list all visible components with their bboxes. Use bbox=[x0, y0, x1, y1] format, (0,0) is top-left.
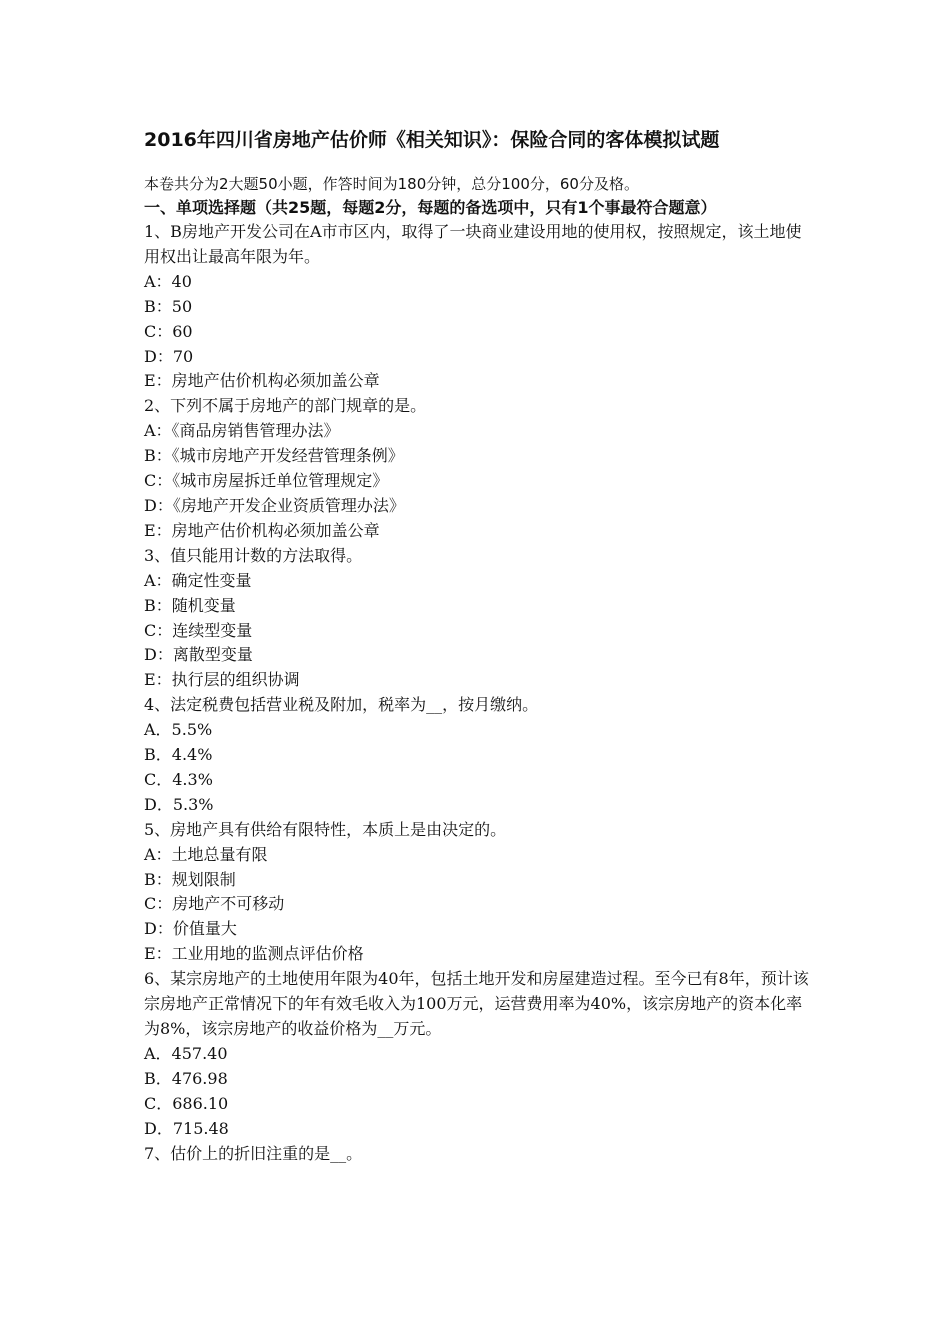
answer-option: C．686.10 bbox=[144, 1093, 229, 1113]
answer-option: D：价值量大 bbox=[144, 919, 237, 939]
question-text: 4、法定税费包括营业税及附加，税率为__，按月缴纳。 bbox=[144, 695, 539, 715]
document-body bbox=[144, 126, 814, 1166]
page-title: 2016年四川省房地产估价师《相关知识》：保险合同的客体模拟试题 bbox=[144, 129, 720, 151]
answer-option: C：连续型变量 bbox=[144, 620, 253, 640]
answer-option: A：确定性变量 bbox=[144, 570, 252, 590]
answer-option: C．4.3% bbox=[144, 769, 213, 789]
answer-option: C：60 bbox=[144, 321, 193, 341]
question-text: 5、房地产具有供给有限特性，本质上是由决定的。 bbox=[144, 819, 507, 839]
answer-option: B．476.98 bbox=[144, 1068, 228, 1088]
question-list bbox=[144, 220, 814, 1166]
question-text: 3、值只能用计数的方法取得。 bbox=[144, 545, 363, 565]
answer-option: D．715.48 bbox=[144, 1118, 229, 1138]
answer-option: A：《商品房销售管理办法》 bbox=[144, 421, 340, 441]
answer-option: A．457.40 bbox=[144, 1043, 228, 1063]
question-item bbox=[144, 220, 814, 394]
answer-option: E：工业用地的监测点评估价格 bbox=[144, 944, 364, 964]
question-item bbox=[144, 818, 814, 967]
section-heading: 一、单项选择题（共25题，每题2分，每题的备选项中，只有1个事最符合题意） bbox=[144, 198, 717, 217]
answer-option: C：房地产不可移动 bbox=[144, 894, 285, 914]
answer-option: A．5.5% bbox=[144, 720, 213, 740]
question-item bbox=[144, 1142, 814, 1167]
answer-option: A：40 bbox=[144, 271, 192, 291]
answer-option: B．4.4% bbox=[144, 745, 213, 765]
answer-option: B：规划限制 bbox=[144, 869, 236, 889]
question-text: 6、某宗房地产的土地使用年限为40年，包括土地开发和房屋建造过程。至今已有8年，预计该宗房地产正常情况下的年有效毛收入为100万元，运营费用率为40%，该宗房地产的资本化率为8%，该宗房地产的收益价格为__万元。 bbox=[144, 969, 809, 1038]
answer-option: D：《房地产开发企业资质管理办法》 bbox=[144, 495, 405, 515]
answer-option: D．5.3% bbox=[144, 794, 214, 814]
answer-option: E：房地产估价机构必须加盖公章 bbox=[144, 371, 380, 391]
question-text: 1、B房地产开发公司在A市市区内，取得了一块商业建设用地的使用权，按照规定，该土地使用权出让最高年限为年。 bbox=[144, 222, 802, 266]
answer-option: E：房地产估价机构必须加盖公章 bbox=[144, 520, 380, 540]
answer-option: B：《城市房地产开发经营管理条例》 bbox=[144, 446, 404, 466]
answer-option: E：执行层的组织协调 bbox=[144, 670, 300, 690]
answer-option: B：50 bbox=[144, 296, 193, 316]
answer-option: B：随机变量 bbox=[144, 595, 236, 615]
question-text: 7、估价上的折旧注重的是__。 bbox=[144, 1143, 363, 1163]
question-item bbox=[144, 967, 814, 1141]
answer-option: C：《城市房屋拆迁单位管理规定》 bbox=[144, 471, 389, 491]
answer-option: A：土地总量有限 bbox=[144, 844, 268, 864]
answer-option: D：70 bbox=[144, 346, 194, 366]
answer-option: D：离散型变量 bbox=[144, 645, 253, 665]
question-item bbox=[144, 394, 814, 543]
question-item bbox=[144, 544, 814, 693]
question-item bbox=[144, 693, 814, 818]
question-text: 2、下列不属于房地产的部门规章的是。 bbox=[144, 396, 427, 416]
exam-intro: 本卷共分为2大题50小题，作答时间为180分钟，总分100分，60分及格。 bbox=[144, 175, 639, 193]
